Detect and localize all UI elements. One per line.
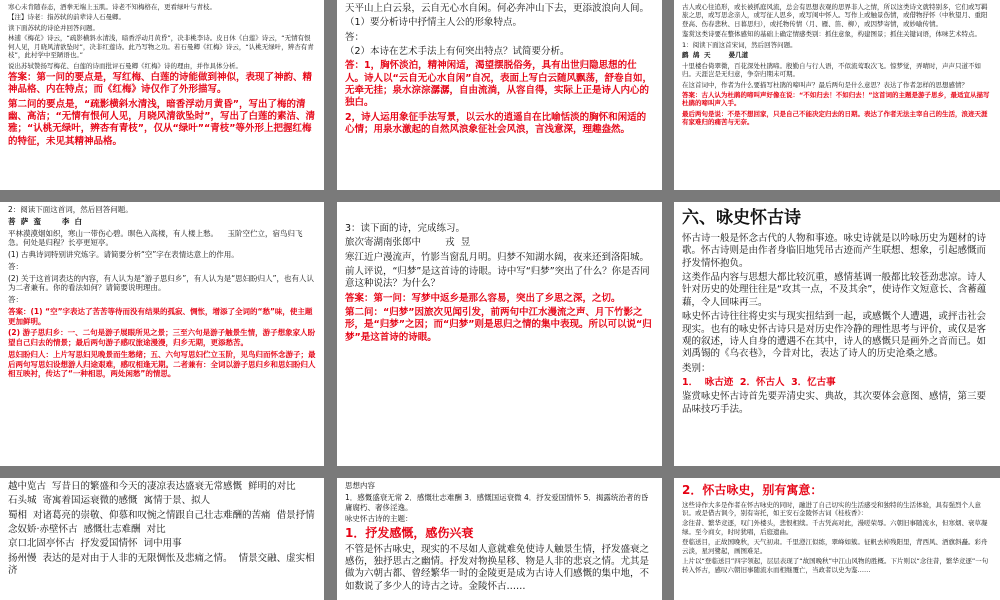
text-line: 前人评说，“归梦”是这首诗的诗眼。诗中写“归梦”突出了什么？你是否同意这种说法？为什么？ xyxy=(345,266,650,290)
text-line: 寒心未肯随春态，酒拳无端上玉肌。诗老不知梅格在，更看绿叶与青枝。 xyxy=(8,3,216,11)
text-line: 怀古诗一般是怀念古代的人物和事迹。咏史诗就是以吟咏历史为题材的诗歌。怀古诗则是由作者身临旧地凭吊古迹而产生联想、想象，引起感慨而抒发情怀抱负。 xyxy=(682,233,987,269)
slide-1 xyxy=(0,0,324,190)
answer-text: 第二问的要点是，“疏影横斜水清浅，暗香浮动月黄昏”，写出了梅的清幽、高洁；“无情有恨何人见，月晓风清欲坠时”，写出了白莲的素洁、清雅；“认桃无绿叶，辨杏有青枝”，仅从“绿叶”“青枝”等外形上把握红梅的特征，未见其精神品格。 xyxy=(8,98,315,147)
text-line: 扬州慢 表达的是对由于人非的无限惆怅及悲痛之情。 情景交融、虚实相济 xyxy=(8,552,315,577)
text-line: 登临送目，正故国晚秋，天气初肃。千里澄江似练，翠峰如簇。征帆去棹残阳里，背西风、酒旗斜矗。彩舟云淡，星河鹭起，画图难足。 xyxy=(682,538,988,555)
text-line: 京口北固亭怀古 抒发爱国情怀 词中用事 xyxy=(8,538,182,550)
answer-text: 答案：第一问的要点是，写红梅、白莲的诗能做到神似，表现了神韵、精神品格、内在特点；而《红梅》诗仅作了外形描写。 xyxy=(8,72,313,96)
text-line: 3：读下面的诗，完成练习。 xyxy=(345,223,466,234)
text-line: 2：阅读下面这首词，然后回答问题。 xyxy=(8,205,133,214)
theme-heading: 2．怀古咏史，别有寓意： xyxy=(682,483,823,497)
text-line: 读下面苏轼的诗论并回答问题。 xyxy=(8,23,99,32)
text-line: (1) 古典诗词特别讲究炼字。请简要分析“空”字在表情达意上的作用。 xyxy=(8,250,239,259)
slide-6 xyxy=(674,202,1000,466)
text-line: 答： xyxy=(345,31,365,43)
text-line: 1．感慨盛衰无常 2．感慨壮志难酬 3．感慨国运衰微 4．抒发爱国情怀 5．揭露统治者的昏庸腐朽、奢侈淫逸。 xyxy=(345,492,649,512)
answer-text: 答案：古人认为杜鹃的啼叫声好像在说：“不如归去！不如归去！”这首词的主题是游子思乡，最适宜从描写杜鹃的啼叫声入手。 xyxy=(682,90,990,108)
category-list: 1． 咏古迹 2．怀古人 3．忆古事 xyxy=(682,376,836,388)
text-line: 这些诗作大多是作者在怀古咏史的同时，融进了自己切实的生活感受和独特的生活体验，具有强烈个人意识。或是借古讽今，别有寄托，如王安石金陵怀古词《桂枝香》： xyxy=(682,500,981,518)
text-line: 说出苏轼赞扬写梅花、白莲的诗而批评石曼卿《红梅》诗的理由，并作具体分析。 xyxy=(8,61,242,70)
answer-text: (2) 游子思归乡：一、二句是游子展眼所见之景；三至六句是游子触景生情，游子想象家人盼望自己归去的情景；最后两句游子感叹旅途漫漫，归乡无期，更添愁苦。 xyxy=(8,328,316,347)
theme-heading: 1．抒发感慨，感伤兴衰 xyxy=(345,526,474,540)
text-line: 1：阅读下面这首宋词，然后回答问题。 xyxy=(682,40,797,49)
poem-title: 鹧 鸪 天 晏几道 xyxy=(682,51,749,60)
text-line: 鉴赏这类诗要在整体感知的基础上确定情感类别：抓住意象，构建图景；抓住关键词语，体味艺术特点。 xyxy=(682,30,981,39)
text-line: (2) 关于这首词表达的内容，有人认为是“游子思归乡”，有人认为是“思妇盼归人”，也有人认为二者兼有。你的看法如何？请简要说明理由。 xyxy=(8,273,315,293)
slide-9 xyxy=(674,478,1000,600)
answer-text: 答案：(1) “空”字表达了苦苦等待而没有结果的孤寂、惆怅，增添了全词的“愁”味，使主题更加鲜明。 xyxy=(8,306,313,326)
answer-text: 最后两句是说：不是不想回家，只是自己不能决定归去的日期。表达了作者无法主宰自己的生活，浪迹天涯有家难归的痛苦与无奈。 xyxy=(682,109,988,127)
text-line: 类别： xyxy=(682,362,711,374)
text-line: 越中览古 写昔日的繁盛和今天的凄凉表达盛衰无常感慨 鲜明的对比 xyxy=(8,481,296,492)
slide-8 xyxy=(337,478,662,600)
text-line: 天平山上白云泉，云自无心水自闲。何必奔冲山下去，更添波浪向人间。 xyxy=(345,3,650,14)
answer-text: 答：1，胸怀淡泊，精神闲适，渴望摆脱俗务，具有出世归隐思想的仕人。诗人以“云自无心水自闲”自况，表面上写白云随风飘荡，舒卷自如，无牵无挂；泉水淙淙潺潺，自由流淌，从容自得，实际上正是诗人内心的独白。 xyxy=(345,60,652,109)
text-line: （1）要分析诗中抒情主人公的形象特点。 xyxy=(345,17,523,29)
text-line: 上片以“登临送目”四字领起，层层表现了“故国晚秋”中江山风物的胜概。下片则以“念往昔，繁华竞逐”一句转入怀古，感叹六朝旧事随流水而相继覆亡，当政者以史为鉴…… xyxy=(682,557,989,574)
text-line: 不管是怀古咏史，现实的不尽如人意就难免使诗人触景生情，抒发盛衰之感伤，独抒思古之幽情。抒发对物换星移、物是人非的悲哀之情。尤其是做为六朝古都、曾经繁华一时的金陵更是成为古诗人们感慨的集中地，不如数说了多少人的诗古之诗。金陵怀古…… xyxy=(345,543,650,592)
slide-4 xyxy=(0,202,324,466)
poem-title: 菩 萨 蛮 李 白 xyxy=(8,216,83,226)
text-line: 这类作品内容与思想大都比较沉重，感情基调一般都比较苍劲悲凉。诗人针对历史的处理往往是“攻其一点，不及其余”，使诗作文短意长、含蓄蕴藉，令人回味再三。 xyxy=(682,272,987,308)
text-line: 古人或心往追形，或长被抓庭风流，总会有思想表观的思界非人之情，所以这类诗文就特别多，它们或写羁旅之思，或写思念亲人，或写征人思乡，或写闺中怀人。写作上或触景伤情，或借物抒怀（中秋望月、重阳登高、伤春悲秋、日暮思归），或托物传情（月、雁、笛、柳），或因梦寄情，或妙喻传情。 xyxy=(682,3,988,28)
slide-7 xyxy=(0,478,324,600)
answer-text: 第二问：“归梦”因旅次见闻引发，前两句中江水漫流之声、月下竹影之形，是“归梦”之因；而“归梦”则是思归之情的集中表现。所以可以说“归梦”是这首诗的诗眼。 xyxy=(345,307,652,343)
text-line: 咏史怀古诗的主题： xyxy=(345,514,413,524)
text-line: 答： xyxy=(8,295,23,304)
text-line: 思想内容 xyxy=(345,481,375,490)
text-line: 【注】诗老：指苏轼的前辈诗人石曼卿。 xyxy=(8,13,125,22)
text-line: 鉴赏咏史怀古诗首先要弄清史实、典故，其次要体会意图、感情，第三要品味技巧手法。 xyxy=(682,391,987,415)
text-line: 念奴娇·赤壁怀古 感慨壮志难酬 对比 xyxy=(8,524,166,536)
text-line: 林逋《梅花》诗云，“疏影横斜水清浅，暗香浮动月黄昏”，决非桃李诗。皮日休《白莲》诗云，“无情有恨何人见，月晓风清欲坠时”，决非红莲诗。此乃写物之功。若石曼卿《红梅》诗云，“认桃无绿叶，辨杏有青枝”，此村学中至陋语也。” xyxy=(8,34,314,60)
text-line: （2）本诗在艺术手法上有何突出特点？试简要分析。 xyxy=(345,46,570,58)
answer-text: 答案：第一问：写梦中返乡是那么容易，突出了乡思之深，之切。 xyxy=(345,292,621,304)
slide-2 xyxy=(337,0,662,190)
text-line: 平林漠漠烟如织，寒山一带伤心碧。暝色入高楼，有人楼上愁。 玉阶空伫立，宿鸟归飞急。何处是归程？长亭更短亭。 xyxy=(8,228,303,248)
poem-title: 旅次寄湖南张郎中 戎 昱 xyxy=(345,237,471,249)
text-line: 十里楼台倚翠微，百花深处杜鹃啼。殷勤自与行人语，不似流莺取次飞。惊梦觉，弄晴时，声声只道不如归。天涯岂是无归意，争奈归期未可期。 xyxy=(682,61,981,79)
slide-3 xyxy=(674,0,1000,190)
text-line: 石头城 寄寓着国运衰微的感慨 寓情于景、拟人 xyxy=(8,495,211,507)
section-heading: 六、咏史怀古诗 xyxy=(682,208,801,228)
answer-text: 2，诗人运用象征手法写景，以云水的逍遥自在比喻恬淡的胸怀和闲适的心情；用泉水激起的自然风浪象征社会风浪，言浅意深，理趣盎然。 xyxy=(345,111,647,136)
answer-text: 思妇盼归人：上片写思妇见晚景而生愁绪；五、六句写思妇伫立玉阶，见鸟归而怀念游子；最后两句写思妇设想游人归途艰难，感叹相逢无期。二者兼有：全词以游子思归乡和思妇盼归人相互映衬，传达了“一种相思，两处闲愁”的情思。 xyxy=(8,349,316,379)
text-line: 答： xyxy=(8,261,23,271)
text-line: 蜀相 对诸葛亮的崇敬、仰慕和叹惋之情跟自己壮志难酬的苦痛 借景抒情 xyxy=(8,509,315,521)
text-line: 在这首词中，作者为什么要描写杜鹃的啼叫声？最后两句是什么意思？表达了作者怎样的思想感情？ xyxy=(682,80,968,89)
slide-5 xyxy=(337,202,662,466)
text-line: 念往昔、繁华竞逐，叹门外楼头，悲恨相续。千古凭高对此，漫嗟荣辱。六朝旧事随流水，但寒烟、衰草凝绿。至今商女，时时犹唱，后庭遗曲。 xyxy=(682,519,988,536)
text-line: 咏史怀古诗往往将史实与现实扭结到一起，或感慨个人遭遇，或抨击社会现实。也有的咏史怀古诗只是对历史作冷静的理性思考与评价，或仅是客观的叙述，诗人自身的遭遇不在其中，诗人的感慨只是画外之音而已。如刘禹锡的《乌衣巷》，今昔对比，表达了诗人的历史沧桑之感。 xyxy=(682,311,987,360)
text-line: 寒江近户漫流声，竹影当窗乱月明。归梦不知湖水阔，夜来还到洛阳城。 xyxy=(345,251,650,263)
